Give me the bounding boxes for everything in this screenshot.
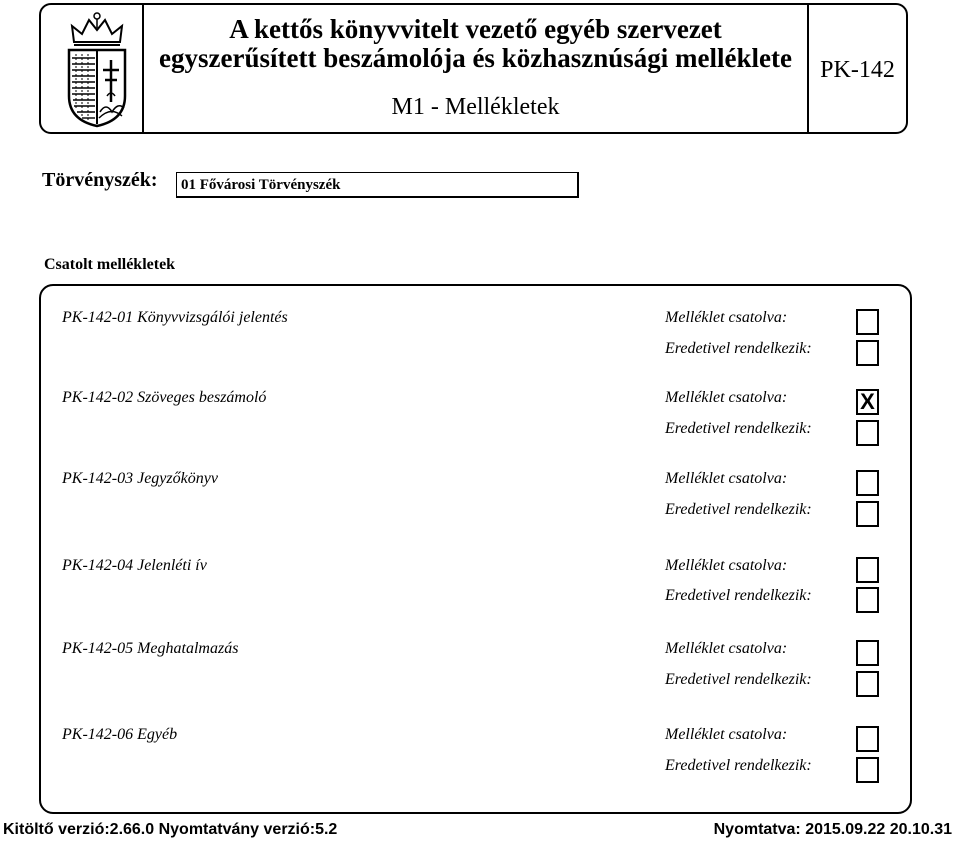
original-checkbox-03[interactable] [856,501,879,527]
original-label: Eredetivel rendelkezik: [665,420,812,437]
form-title-line1: A kettős könyvvitelt vezető egyéb szervezet [229,14,722,44]
attached-label: Melléklet csatolva: [665,557,788,574]
attached-checkbox-04[interactable] [856,557,879,583]
original-label: Eredetivel rendelkezik: [665,501,812,518]
footer-print-timestamp: Nyomtatva: 2015.09.22 20.10.31 [713,821,952,838]
original-label: Eredetivel rendelkezik: [665,587,812,604]
court-label: Törvényszék: [42,169,158,191]
original-label: Eredetivel rendelkezik: [665,757,812,774]
form-title-line2: egyszerűsített beszámolója és közhasznúsági melléklete [159,43,792,73]
form-subtitle: M1 - Mellékletek [391,94,560,120]
attached-checkbox-05[interactable] [856,640,879,666]
attachments-section-title: Csatolt mellékletek [44,256,176,273]
original-checkbox-01[interactable] [856,340,879,366]
attached-checkbox-01[interactable] [856,309,879,335]
attached-label: Melléklet csatolva: [665,309,788,326]
attached-label: Melléklet csatolva: [665,470,788,487]
attachment-item-03: PK-142-03 Jegyzőkönyv [62,470,218,487]
original-checkbox-04[interactable] [856,587,879,613]
coat-of-arms-icon [64,8,130,128]
form-code: PK-142 [820,57,895,83]
attached-checkbox-06[interactable] [856,726,879,752]
attachment-item-04: PK-142-04 Jelenléti ív [62,557,207,574]
footer-version-info: Kitöltő verzió:2.66.0 Nyomtatvány verzió:5.2 [3,821,338,838]
original-checkbox-02[interactable] [856,420,879,446]
original-label: Eredetivel rendelkezik: [665,671,812,688]
attached-checkbox-02[interactable]: X [856,389,879,415]
attachment-item-02: PK-142-02 Szöveges beszámoló [62,389,267,406]
attachment-item-01: PK-142-01 Könyvvizsgálói jelentés [62,309,288,326]
attachment-item-06: PK-142-06 Egyéb [62,726,178,743]
attached-checkbox-03[interactable] [856,470,879,496]
original-checkbox-05[interactable] [856,671,879,697]
attached-label: Melléklet csatolva: [665,726,788,743]
attached-label: Melléklet csatolva: [665,389,788,406]
original-checkbox-06[interactable] [856,757,879,783]
attached-label: Melléklet csatolva: [665,640,788,657]
attachment-item-05: PK-142-05 Meghatalmazás [62,640,239,657]
original-label: Eredetivel rendelkezik: [665,340,812,357]
court-field[interactable]: 01 Fővárosi Törvényszék [176,172,579,198]
